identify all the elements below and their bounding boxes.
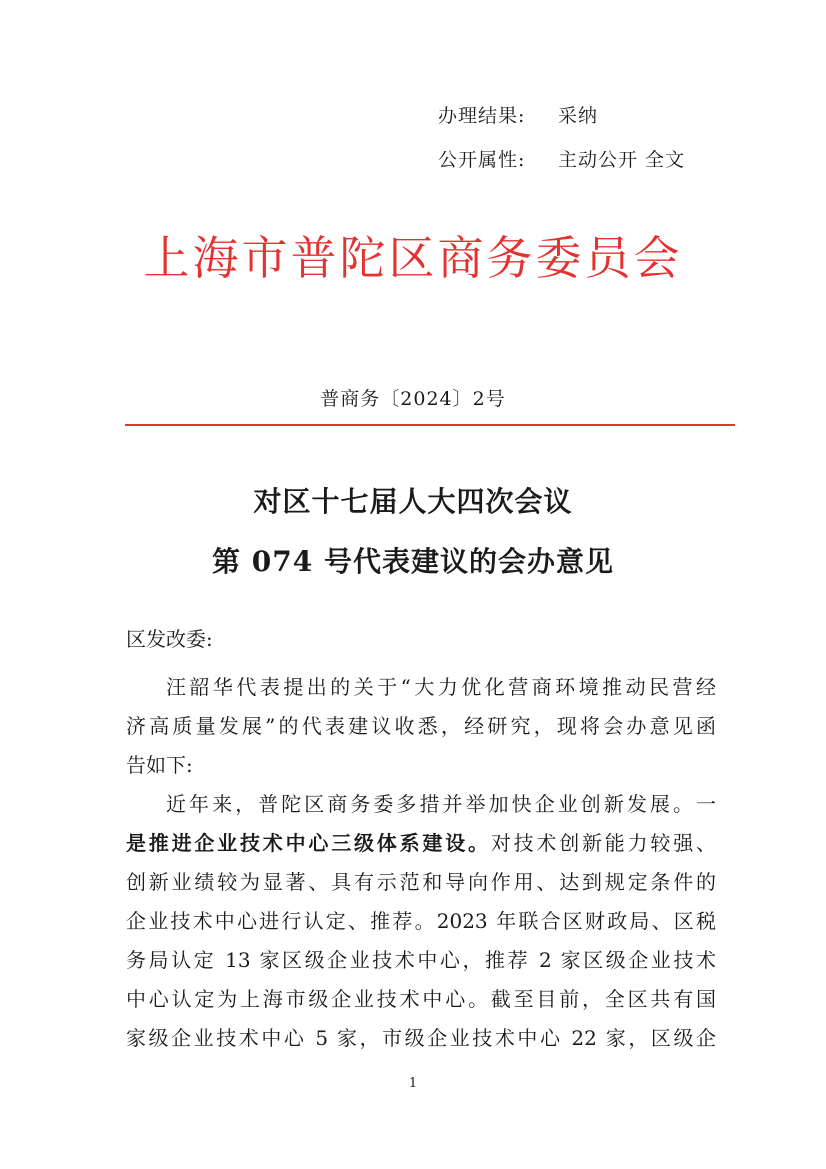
paragraph-2-line-4: 企业技术中心进行认定、推荐。2023 年联合区财政局、区税 (126, 909, 716, 933)
issuing-authority-header: 上海市普陀区商务委员会 (143, 231, 683, 285)
emphasis-text: 是推进企业技术中心三级体系建设。 (126, 831, 491, 855)
document-number: 普商务〔2024〕2号 (320, 388, 506, 410)
page-number: 1 (408, 1076, 418, 1091)
disclosure-attribute-label: 公开属性: (438, 149, 526, 171)
handling-result-value: 采纳 (558, 105, 599, 127)
addressee: 区发改委: (126, 627, 213, 651)
document-title-line-2: 第 074 号代表建议的会办意见 (212, 545, 614, 578)
document-title-line-1: 对区十七届人大四次会议 (253, 485, 573, 518)
paragraph-1-line-1: 汪韶华代表提出的关于“大力优化营商环境推动民营经 (166, 675, 716, 699)
paragraph-2-line-5: 务局认定 13 家区级企业技术中心，推荐 2 家区级企业技术 (126, 948, 716, 972)
disclosure-attribute-value: 主动公开 全文 (558, 149, 686, 171)
handling-result-label: 办理结果: (438, 105, 526, 127)
handling-result-row (438, 101, 598, 128)
paragraph-2-line-1: 近年来，普陀区商务委多措并举加快企业创新发展。一 (166, 792, 716, 816)
paragraph-2-line-6: 中心认定为上海市级企业技术中心。截至目前，全区共有国 (126, 987, 716, 1011)
paragraph-2-line-7: 家级企业技术中心 5 家，市级企业技术中心 22 家，区级企 (126, 1026, 716, 1050)
disclosure-attribute-row (438, 145, 685, 172)
paragraph-1-line-2: 济高质量发展”的代表建议收悉，经研究，现将会办意见函 (126, 714, 716, 738)
paragraph-1-line-3: 告如下: (126, 753, 193, 777)
paragraph-2-line-2-rest: 对技术创新能力较强、 (490, 831, 717, 855)
paragraph-2-line-3: 创新业绩较为显著、具有示范和导向作用、达到规定条件的 (126, 870, 716, 894)
paragraph-2-line-2 (126, 828, 716, 858)
red-divider-line (125, 424, 735, 426)
